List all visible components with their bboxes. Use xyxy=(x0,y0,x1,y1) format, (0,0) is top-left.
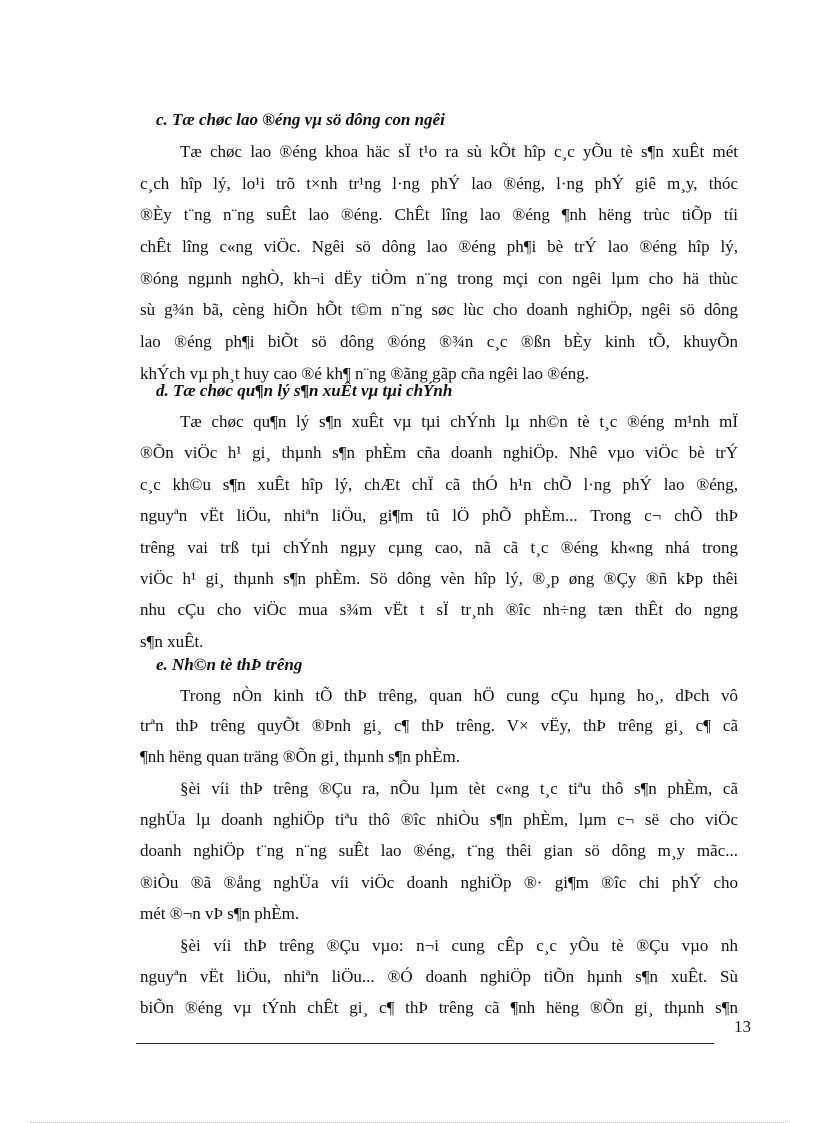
paragraph-line: nguyªn vËt liÖu, nhiªn liÖu, gi¶m tû lÖ phÕ phÈm... Trong c¬ chÕ thÞ xyxy=(140,506,738,525)
paragraph-line: ®Õn viÖc h¹ gi¸ thµnh s¶n phÈm cña doanh nghiÖp. Nhê vµo viÖc bè trÝ xyxy=(140,443,738,462)
heading-section-e: e. Nh©n tè thÞ trêng xyxy=(156,655,303,674)
paragraph-line: doanh nghiÖp t¨ng n¨ng suÊt lao ®éng, t¨ng thêi gian sö dông m¸y mãc... xyxy=(140,841,738,860)
paragraph-line: nhu cÇu cho viÖc mua s¾m vËt t sÏ tr¸nh ®îc nh÷ng tæn thÊt do ngng xyxy=(140,600,738,619)
paragraph-line: trªn thÞ trêng quyÕt ®Þnh gi¸ c¶ thÞ trêng. V× vËy, thÞ trêng gi¸ c¶ cã xyxy=(140,716,738,735)
paragraph-line: trêng vai trß tµi chÝnh ngµy cµng cao, nã cã t¸c ®éng kh«ng nhá trong xyxy=(140,538,738,557)
paragraph-line: ¶nh hëng quan träng ®Õn gi¸ thµnh s¶n phÈm. xyxy=(140,747,460,766)
paragraph-line: c¸ch hîp lý, lo¹i trõ t×nh tr¹ng l·ng phÝ lao ®éng, l·ng phÝ giê m¸y, thóc xyxy=(140,174,738,193)
heading-section-d: d. Tæ chøc qu¶n lý s¶n xuÊt vµ tµi chÝnh xyxy=(156,381,453,400)
heading-section-c: c. Tæ chøc lao ®éng vµ sö dông con ngêi xyxy=(156,110,445,129)
paragraph-line: Trong nÒn kinh tÕ thÞ trêng, quan hÖ cung cÇu hµng ho¸, dÞch vô xyxy=(180,686,738,705)
paragraph-line: chÊt lîng c«ng viÖc. Ngêi sö dông lao ®éng ph¶i bè trÝ lao ®éng hîp lý, xyxy=(140,237,738,256)
paragraph-line: mét ®¬n vÞ s¶n phÈm. xyxy=(140,904,300,923)
paragraph-line: s¶n xuÊt. xyxy=(140,632,204,651)
paragraph-line: nghÜa lµ doanh nghiÖp tiªu thô ®îc nhiÒu s¶n phÈm, lµm c¬ së cho viÖc xyxy=(140,810,738,829)
paragraph-line: Tæ chøc lao ®éng khoa häc sÏ t¹o ra sù kÕt hîp c¸c yÕu tè s¶n xuÊt mét xyxy=(180,142,738,161)
paragraph-line: ®Èy t¨ng n¨ng suÊt lao ®éng. ChÊt lîng lao ®éng ¶nh hëng trùc tiÕp tíi xyxy=(140,205,738,224)
paragraph-line: lao ®éng ph¶i biÕt sö dông ®óng ®¾n c¸c ®ßn bÈy kinh tÕ, khuyÕn xyxy=(140,332,738,351)
paragraph-line: sù g¾n bã, cèng hiÕn hÕt t©m n¨ng søc lùc cho doanh nghiÖp, ngêi sö dông xyxy=(140,300,738,319)
paragraph-line: §èi víi thÞ trêng ®Çu vµo: n¬i cung cÊp c¸c yÕu tè ®Çu vµo nh xyxy=(180,936,738,955)
page-number: 13 xyxy=(734,1017,751,1036)
paragraph-line: Tæ chøc qu¶n lý s¶n xuÊt vµ tµi chÝnh lµ nh©n tè t¸c ®éng m¹nh mÏ xyxy=(180,412,738,431)
paragraph-line: khÝch vµ ph¸t huy cao ®é kh¶ n¨ng ®ãng gãp cña ngêi lao ®éng. xyxy=(140,364,590,383)
paragraph-line: biÕn ®éng vµ tÝnh chÊt gi¸ c¶ thÞ trêng cã ¶nh hëng ®Õn gi¸ thµnh s¶n xyxy=(140,998,738,1017)
paragraph-line: nguyªn vËt liÖu, nhiªn liÖu... ®Ó doanh nghiÖp tiÕn hµnh s¶n xuÊt. Sù xyxy=(140,967,738,986)
paragraph-line: ®iÒu ®ã ®ång nghÜa víi viÖc doanh nghiÖp ®· gi¶m ®îc chi phÝ cho xyxy=(140,873,738,892)
paragraph-line: §èi víi thÞ trêng ®Çu ra, nÕu lµm tèt c«ng t¸c tiªu thô s¶n phÈm, cã xyxy=(180,779,738,798)
paragraph-line: c¸c kh©u s¶n xuÊt hîp lý, chÆt chÏ cã thÓ h¹n chÕ l·ng phÝ lao ®éng, xyxy=(140,475,738,494)
paragraph-line: viÖc h¹ gi¸ thµnh s¶n phÈm. Sö dông vèn hîp lý, ®¸p øng ®Çy ®ñ kÞp thêi xyxy=(140,569,738,588)
footer-rule xyxy=(136,1043,714,1044)
paragraph-line: ®óng ngµnh nghÒ, kh¬i dËy tiÒm n¨ng trong mçi con ngêi lµm cho hä thùc xyxy=(140,269,738,288)
